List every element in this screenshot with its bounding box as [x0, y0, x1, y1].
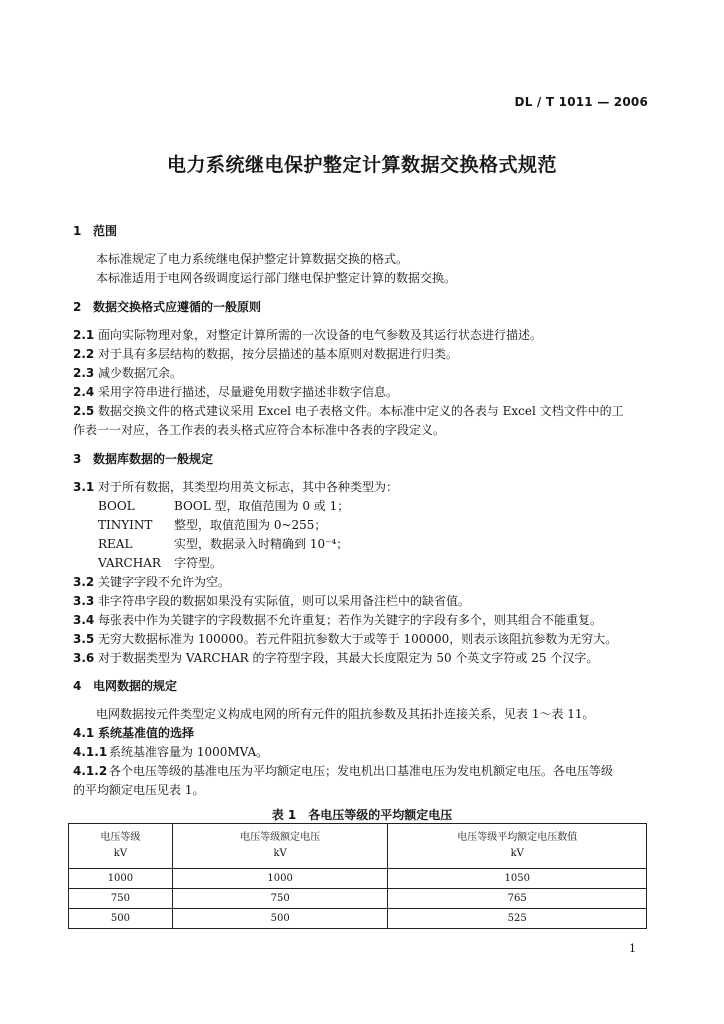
type-row-varchar — [98, 554, 222, 571]
type-desc: BOOL 型，取值范围为 0 或 1； — [174, 499, 350, 513]
clause-text: 对于具有多层结构的数据，按分层描述的基本原则对数据进行归类。 — [98, 347, 459, 361]
clause-text: 面向实际物理对象，对整定计算所需的一次设备的电气参数及其运行状态进行描述。 — [98, 328, 543, 342]
clause-number: 3.4 — [73, 613, 95, 627]
clause-text: 非字符串字段的数据如果没有实际值，则可以采用备注栏中的缺省值。 — [98, 594, 471, 608]
header-unit: kV — [113, 848, 128, 859]
table-cell: 1000 — [172, 869, 388, 889]
clause-2-5 — [73, 402, 624, 419]
subsection-4-1-heading — [73, 724, 194, 741]
clause-4-1-2 — [73, 762, 613, 779]
table-header-row — [69, 824, 647, 869]
clause-text: 对于所有数据，其类型均用英文标志，其中各种类型为： — [98, 480, 399, 494]
document-title: 电力系统继电保护整定计算数据交换格式规范 — [166, 154, 557, 176]
clause-3-5 — [73, 630, 617, 647]
clause-number: 4.1.1 — [73, 745, 108, 759]
section-4-heading — [73, 677, 177, 694]
section-3-heading — [73, 450, 213, 467]
type-row-tinyint — [98, 516, 326, 533]
section-1-paragraph-2: 本标准适用于电网各级调度运行部门继电保护整定计算的数据交换。 — [96, 271, 457, 285]
clause-number: 2.4 — [73, 385, 95, 399]
header-average-rated-voltage — [388, 824, 647, 869]
section-title: 电网数据的规定 — [93, 679, 178, 693]
clause-text: 每张表中作为关键字的字段数据不允许重复；若作为关键字的字段有多个，则其组合不能重复。 — [98, 613, 603, 627]
clause-number: 3.1 — [73, 480, 95, 494]
clause-number: 2.3 — [73, 366, 95, 380]
header-text: 电压等级 — [100, 832, 141, 843]
clause-text: 数据交换文件的格式建议采用 Excel 电子表格文件。本标准中定义的各表与 Excel 文档文件中的工 — [98, 404, 624, 418]
header-rated-voltage — [172, 824, 388, 869]
section-1-heading — [73, 222, 117, 239]
type-row-real — [98, 535, 348, 552]
type-key: VARCHAR — [98, 556, 161, 570]
clause-text: 采用字符串进行描述，尽量避免用数字描述非数字信息。 — [98, 385, 399, 399]
header-text: 电压等级平均额定电压数值 — [457, 832, 578, 843]
clause-number: 3.3 — [73, 594, 95, 608]
table-cell: 750 — [172, 889, 388, 909]
section-1-paragraph-1: 本标准规定了电力系统继电保护整定计算数据交换的格式。 — [96, 252, 409, 266]
clause-text: 系统基准容量为 1000MVA。 — [109, 745, 269, 759]
table-cell: 500 — [69, 909, 173, 929]
table-1-caption: 表 1 各电压等级的平均额定电压 — [271, 808, 453, 822]
header-unit: kV — [273, 848, 287, 859]
clause-text: 无穷大数据标准为 100000。若元件阻抗参数大于或等于 100000，则表示该阻抗参数为无穷大。 — [98, 632, 618, 646]
type-desc: 字符型。 — [174, 556, 223, 570]
clause-2-2 — [73, 345, 458, 362]
section-number: 2 — [73, 300, 82, 314]
clause-number: 3.5 — [73, 632, 95, 646]
clause-text: 减少数据冗余。 — [98, 366, 183, 380]
table-cell: 1000 — [69, 869, 173, 889]
section-title: 范围 — [93, 224, 118, 238]
clause-number: 4.1.2 — [73, 764, 108, 778]
table-cell: 525 — [388, 909, 647, 929]
clause-2-1 — [73, 326, 542, 343]
header-text: 电压等级额定电压 — [240, 832, 321, 843]
clause-number: 2.2 — [73, 347, 95, 361]
section-number: 1 — [73, 224, 82, 238]
header-unit: kV — [510, 848, 524, 859]
clause-number: 3.6 — [73, 651, 95, 665]
clause-2-3 — [73, 364, 182, 381]
type-row-bool — [98, 497, 349, 514]
header-voltage-level — [69, 824, 173, 869]
table-cell: 1050 — [388, 869, 647, 889]
table-1-voltage-levels — [68, 823, 647, 929]
standard-code: DL / T 1011 — 2006 — [514, 95, 648, 109]
page-number: 1 — [629, 942, 636, 955]
section-2-heading — [73, 298, 261, 315]
clause-number: 2.5 — [73, 404, 95, 418]
section-title: 数据库数据的一般规定 — [93, 452, 214, 466]
clause-text: 各个电压等级的基准电压为平均额定电压；发电机出口基准电压为发电机额定电压。各电压等级 — [109, 764, 614, 778]
table-row — [69, 909, 647, 929]
section-number: 4 — [73, 679, 82, 693]
clause-4-1-1 — [73, 743, 268, 760]
clause-text: 关键字字段不允许为空。 — [98, 575, 231, 589]
table-row — [69, 889, 647, 909]
clause-text: 对于数据类型为 VARCHAR 的字符型字段，其最大长度限定为 50 个英文字符或 25 个汉字。 — [98, 651, 599, 665]
type-desc: 整型，取值范围为 0~255； — [174, 518, 327, 532]
section-number: 3 — [73, 452, 82, 466]
clause-number: 3.2 — [73, 575, 95, 589]
subsection-title: 系统基准值的选择 — [98, 726, 195, 740]
type-key: TINYINT — [98, 518, 153, 532]
clause-2-5-continuation: 作表一一对应，各工作表的表头格式应符合本标准中各表的字段定义。 — [73, 423, 446, 437]
clause-number: 2.1 — [73, 328, 95, 342]
type-key: BOOL — [98, 499, 135, 513]
clause-3-4 — [73, 611, 602, 628]
clause-2-4 — [73, 383, 398, 400]
table-cell: 750 — [69, 889, 173, 909]
clause-3-3 — [73, 592, 470, 609]
clause-3-2 — [73, 573, 230, 590]
type-desc: 实型，数据录入时精确到 10⁻⁴； — [174, 537, 349, 551]
clause-3-6 — [73, 649, 598, 666]
type-key: REAL — [98, 537, 133, 551]
section-4-paragraph-1: 电网数据按元件类型定义构成电网的所有元件的阻抗参数及其拓扑连接关系，见表 1～表 11。 — [96, 707, 595, 721]
clause-3-1 — [73, 478, 398, 495]
table-cell: 765 — [388, 889, 647, 909]
table-row — [69, 869, 647, 889]
subsection-number: 4.1 — [73, 726, 95, 740]
table-cell: 500 — [172, 909, 388, 929]
section-title: 数据交换格式应遵循的一般原则 — [93, 300, 262, 314]
clause-4-1-2-continuation: 的平均额定电压见表 1。 — [73, 783, 205, 797]
